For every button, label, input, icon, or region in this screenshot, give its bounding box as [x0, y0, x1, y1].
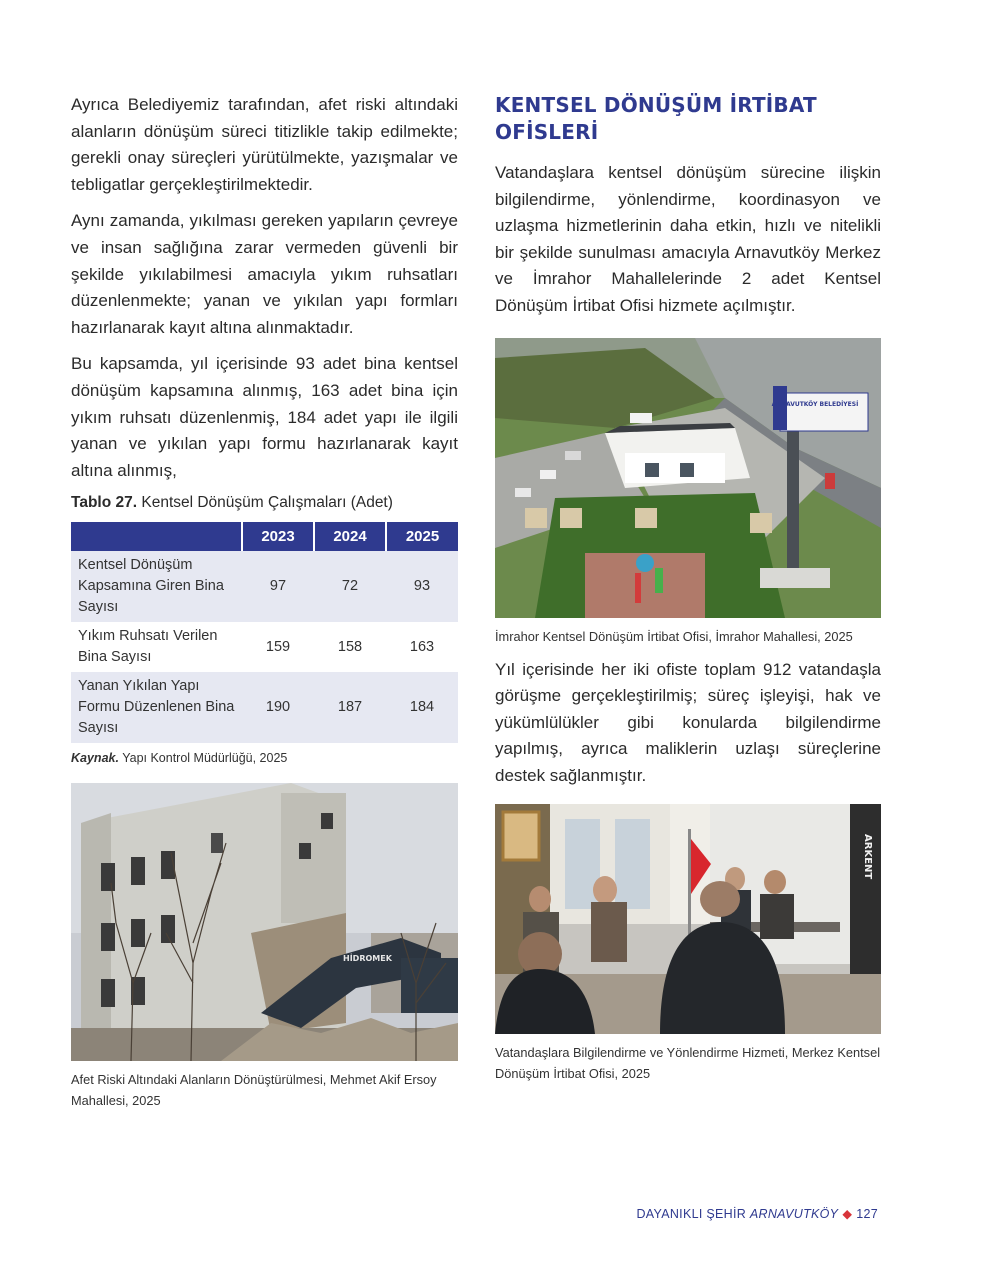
table-cell: 187: [314, 672, 386, 743]
data-table: [71, 522, 458, 743]
office-meeting-photo-image: [495, 804, 881, 1034]
paragraph: Yıl içerisinde her iki ofiste toplam 912 vatandaşla görüşme gerçekleştirilmiş; süreç işleyişi, hak ve yükümlülükler gibi konularda bilgilendirme yapılmış, ayrıca maliklerin uzlaşı süreçlerine destek sağlanmıştır.: [495, 659, 881, 785]
photo-caption: Vatandaşlara Bilgilendirme ve Yönlendirme Hizmeti, Merkez Kentsel Dönüşüm İrtibat Ofisi, 2025: [495, 1044, 881, 1081]
table-header: 2023: [242, 522, 314, 551]
table-cell: 72: [314, 551, 386, 622]
table-cell: 163: [409, 638, 435, 655]
office-meeting-photo: [495, 804, 881, 1034]
table-row: [71, 672, 458, 743]
table-cell: 93: [386, 551, 458, 622]
table-cell-label: Yanan Yıkılan Yapı Formu Düzenlenen Bina Sayısı: [71, 672, 242, 743]
table-row: [71, 551, 458, 622]
office-aerial-photo: [495, 338, 881, 618]
table-row: [71, 622, 458, 672]
source-text: Yapı Kontrol Müdürlüğü, 2025: [122, 751, 288, 766]
section-heading: KENTSEL DÖNÜŞÜM İRTİBAT OFİSLERİ: [495, 93, 817, 144]
office-aerial-photo-image: [495, 338, 881, 618]
office-sign: ARNAVUTKÖY BELEDİYESİ: [771, 400, 859, 408]
table-cell: 184: [386, 672, 458, 743]
table-cell: 158: [337, 638, 363, 655]
demolition-photo: [71, 783, 458, 1061]
photo-caption: Afet Riski Altındaki Alanların Dönüştürülmesi, Mehmet Akif Ersoy Mahallesi, 2025: [71, 1072, 437, 1109]
left-column: [71, 92, 458, 1111]
demolition-photo-image: [71, 783, 458, 1061]
table-header: [71, 522, 242, 551]
footer-text: DAYANIKLI ŞEHİR: [636, 1207, 747, 1221]
right-column: [495, 92, 881, 1084]
paragraph: Ayrıca Belediyemiz tarafından, afet riski altındaki alanların dönüşüm süreci titizlikle takip edilmekte; gerekli onay süreçleri yürütülmekte, yazışmalar ve tebligatlar gerçekleştirilmektedir.: [71, 95, 458, 194]
table-cell-label: Yıkım Ruhsatı Verilen Bina Sayısı: [78, 628, 218, 666]
table-header: 2024: [314, 522, 386, 551]
table-caption-text: Kentsel Dönüşüm Çalışmaları (Adet): [141, 494, 393, 512]
paragraph: Vatandaşlara kentsel dönüşüm sürecine ilişkin bilgilendirme, yönlendirme, koordinasyon ve uzlaşma hizmetlerinin daha etkin, hızlı ve nitelikli bir şekilde sunulması amacıyla Arnavutköy Merkez ve İmrahor Mahallelerinde 2 adet Kentsel Dönüşüm İrtibat Ofisi hizmete açılmıştır.: [495, 163, 881, 315]
table-header-row: [71, 522, 458, 551]
excavator-brand: HİDROMEK: [343, 954, 392, 964]
table-cell: 190: [242, 672, 314, 743]
photo-caption: İmrahor Kentsel Dönüşüm İrtibat Ofisi, İmrahor Mahallesi, 2025: [495, 628, 853, 644]
footer-brand: ARNAVUTKÖY: [749, 1207, 839, 1221]
table-source: [71, 751, 458, 765]
table-caption: [71, 494, 458, 512]
page-number: 127: [856, 1207, 878, 1221]
table-cell: 159: [265, 638, 291, 655]
paragraph: Aynı zamanda, yıkılması gereken yapıların çevreye ve insan sağlığına zarar vermeden güvenli bir şekilde yıkılabilmesi amacıyla yıkım ruhsatları düzenlenmekte; yanan ve yıkılan yapı formları hazırlanarak kayıt altına alınmaktadır.: [71, 211, 458, 337]
diamond-icon: ◆: [842, 1207, 853, 1221]
page-footer: [636, 1206, 878, 1221]
table-header: 2025: [386, 522, 458, 551]
table-caption-label: Tablo 27.: [71, 494, 138, 512]
wall-sign: ARKENT: [862, 833, 873, 879]
paragraph: Bu kapsamda, yıl içerisinde 93 adet bina kentsel dönüşüm kapsamına alınmış, 163 adet bina için yıkım ruhsatı düzenlenmiş, 184 adet yapı ile ilgili yanan ve yıkılan yapı formu hazırlanarak kayıt altına alınmış,: [71, 354, 458, 480]
table-cell-label: Kentsel Dönüşüm Kapsamına Giren Bina Sayısı: [71, 551, 242, 622]
source-label: Kaynak.: [71, 751, 119, 766]
table-cell: 97: [242, 551, 314, 622]
